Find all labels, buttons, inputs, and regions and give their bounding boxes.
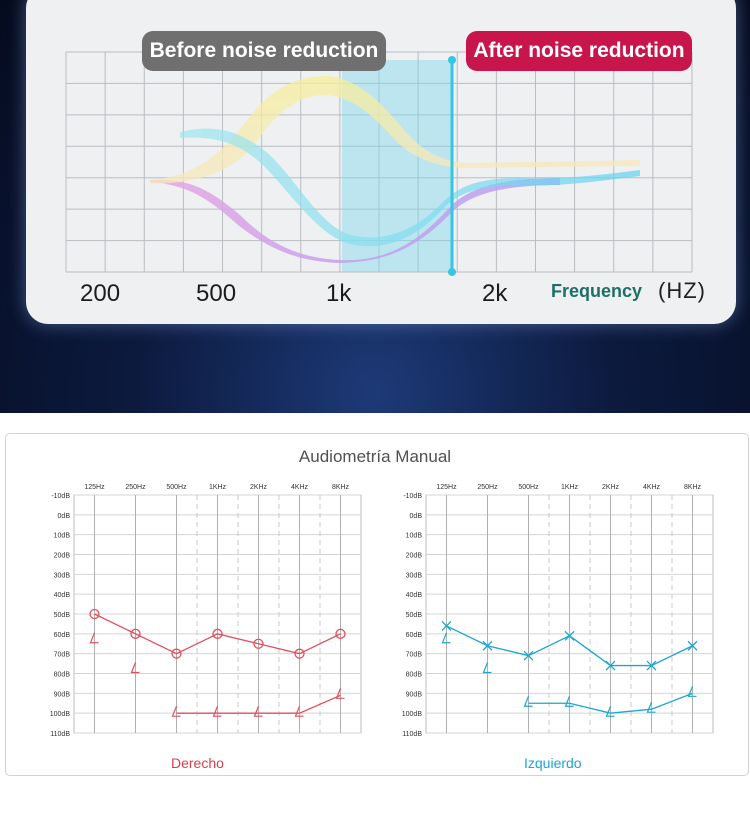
x-tick-label: 2KHz [249, 484, 268, 491]
y-tick-label: 90dB [53, 691, 70, 699]
divider-bottom-dot [448, 268, 456, 276]
divider-top-dot [448, 56, 456, 64]
y-tick-label: 50dB [53, 612, 70, 619]
x-tick-label: 4KHz [642, 484, 661, 491]
x-tick-label: 500Hz [518, 484, 539, 491]
y-tick-label: 20dB [405, 552, 422, 560]
y-tick-label: 70dB [405, 651, 422, 659]
x-tick-label: 4KHz [290, 484, 309, 491]
y-tick-label: 30dB [405, 572, 422, 580]
izquierdo-label: Izquierdo [524, 755, 582, 771]
freq-tick-2k: 2k [482, 280, 508, 307]
x-tick-label: 125Hz [84, 484, 105, 491]
y-tick-label: 60dB [53, 631, 70, 639]
x-tick-label: 1KHz [208, 484, 227, 491]
y-tick-label: 90dB [405, 691, 422, 699]
y-tick-label: 40dB [53, 592, 70, 600]
x-tick-label: 1KHz [560, 484, 579, 491]
y-tick-label: 0dB [409, 512, 422, 520]
x-tick-label: 8KHz [683, 484, 702, 491]
y-tick-label: 50dB [405, 612, 422, 619]
y-tick-label: 10dB [405, 532, 422, 540]
frequency-axis-label: Frequency [551, 281, 643, 301]
audiogram-derecho [18, 478, 373, 743]
x-tick-label: 500Hz [166, 484, 187, 491]
y-tick-label: 40dB [405, 592, 422, 600]
freq-tick-1k: 1k [326, 280, 352, 307]
before-noise-reduction-label: Before noise reduction [142, 31, 386, 71]
y-tick-label: 30dB [53, 572, 70, 580]
y-tick-label: 80dB [405, 671, 422, 679]
audiometry-title: Audiometría Manual [298, 447, 452, 466]
x-tick-label: 250Hz [477, 484, 498, 491]
y-tick-label: 20dB [53, 552, 70, 560]
y-tick-label: -10dB [403, 493, 422, 500]
y-tick-label: 110dB [402, 731, 422, 738]
derecho-label: Derecho [171, 755, 224, 771]
x-tick-label: 2KHz [601, 484, 620, 491]
y-tick-label: 60dB [405, 631, 422, 639]
x-tick-label: 125Hz [436, 484, 457, 491]
frequency-unit-label: (HZ) [658, 278, 706, 303]
y-tick-label: 70dB [53, 651, 70, 659]
x-tick-label: 250Hz [125, 484, 146, 491]
y-tick-label: 110dB [50, 731, 70, 738]
x-tick-label: 8KHz [331, 484, 350, 491]
y-tick-label: 0dB [57, 512, 70, 520]
y-tick-label: 100dB [401, 711, 422, 719]
y-tick-label: 80dB [53, 671, 70, 679]
freq-tick-500: 500 [196, 280, 237, 307]
after-noise-reduction-label: After noise reduction [466, 31, 692, 71]
audiogram-izquierdo [370, 478, 725, 743]
y-tick-label: 10dB [53, 532, 70, 540]
y-tick-label: -10dB [51, 493, 70, 500]
y-tick-label: 100dB [49, 711, 70, 719]
freq-tick-200: 200 [80, 280, 121, 307]
